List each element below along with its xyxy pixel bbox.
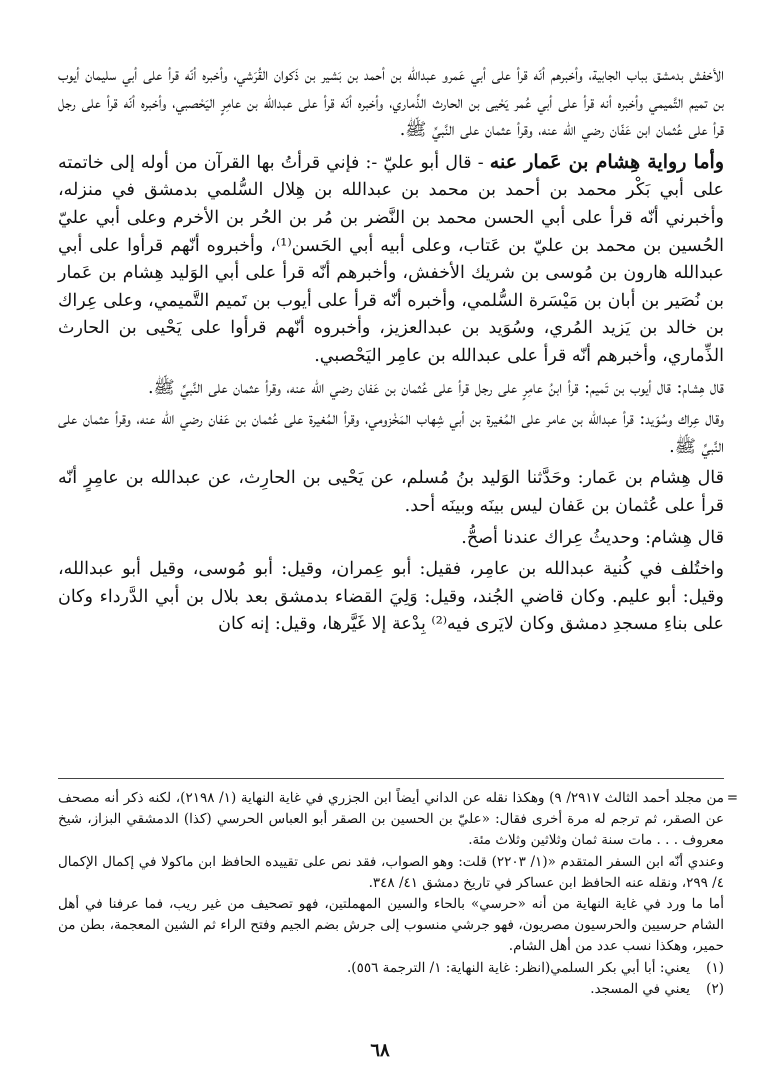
paragraph: قال هِشام: وحديثُ عِراك عندنا أصحُّ. (461, 527, 724, 548)
footnote-continuation: من مجلد أحمد الثالث ٢٩١٧/ ٩) وهكذا نقله عن الداني أيضاً ابن الجزري في غاية النهاية (١/ ٢١٩٨)، لكنه ذكر أنه مصحف عن الصقر، ثم ترجم له مرة أخرى فقال: «عليّ بن الحسين بن الصقر أبو العباس الحرسي (كذا) الدمشقي البزاز، شيخ معروف . . . مات سنة ثمان وثلاثين وثلاث مئة. (58, 790, 724, 849)
footnote-number: (٢) (706, 980, 724, 997)
section-heading: وأما رواية هِشام بن عَمار عنه (489, 150, 724, 173)
paragraph: قال هِشام بن عَمار: وحَدَّثنا الوَليد بنُ مُسلم، عن يَحْيى بن الحارِث، عن عبدالله بن عامِرٍ أنّه قرأ على عُثمان بن عَفان ليس بينَه وبينَه أحد. (58, 468, 724, 516)
paragraph (58, 149, 724, 371)
footnote-continuation: أما ما ورد في غاية النهاية من أنه «حرسي» بالحاء والسين المهملتين، فهو تصحيف من غير ريب، فما عرفنا في أهل الشام حرسيين والحرسيون مصريون، فهو جرشي منسوب إلى جرش بضم الجيم وفتح الراء ثم الشين المعجمة، بطن من حمير، وهكذا نسب عدد من أهل الشام. (58, 896, 724, 955)
footnote-text: يعني في المسجد. (590, 980, 690, 997)
paragraph: واختُلف في كُنية عبدالله بن عامِر، فقيل: أبو عِمران، وقيل: أبو مُوسى، وقيل أبو عبدالله، وقيل: أبو عليم. وكان قاضي الجُند، وقيل: وَلِيَ القضاء بدمشق بعد بلال بن أبي الدَّرداء وكان على بناءِ مسجدِ دمشق وكان لايَرى فيه⁽²⁾ بِدْعة إلا غَيَّرها، وقيل: إنه كان (58, 559, 724, 635)
paragraph: قال هِشام: قال أيوب بن تَميم: قرأ ابنُ عامِرٍ على رجل قرأ على عُثمان بن عَفان رضي الله عنه، وقرأ عثمان على النَّبيِّ ﷺ. (147, 377, 724, 398)
paragraph: الأخفش بدمشق بباب الجابية، وأخبرهم أنّه قرأ على أبي عَمرو عبدالله بن أحمد بن بَشير بن ذَكوان القُرَشي، وأخبره أنّه قرأ على أبي سليمان أيوب بن تميم التَّميمي وأخبره أنه قرأ على أبي عُمر يَحْيى بن الحارث الذِّماري، وأخبره أنّه قرأ على عبدالله بن عامِرٍ اليَحْصبي، وأخبره أنّه قرأ على رجل قرأ على عُثمان ابن عَفّان رضي الله عنه، وقرأ عثمان على النَّبيِّ ﷺ. (58, 65, 724, 141)
footnote-2 (58, 979, 724, 1000)
continuation-mark: = (726, 790, 738, 806)
page-number: ٦٨ (370, 1040, 390, 1061)
footnotes (58, 788, 738, 1000)
footnote-text: يعني: أبا أبي بكر السلمي(انظر: غاية النهاية: ١/ الترجمة ٥٥٦). (347, 959, 690, 976)
footnote-number: (١) (706, 959, 724, 976)
footnote-1 (58, 958, 724, 979)
paragraph-text: - قال أبو عليّ -: فإني قرأتُ بها القرآن من أوله إلى خاتمته على أبي بَكْر محمد بن أحمد بن محمد بن عبدالله بن هِلال السُّلمي بدمشق في منزله، وأخبرني أنّه قرأ على أبي الحسن محمد بن النَّضر بن مُر بن الحُر بن الأخرم وعلى أبي عليّ الحُسين بن محمد بن عليّ بن عَتاب، وعلى أبيه أبي الحَسن⁽¹⁾، وأخبروه أنّهم قرأوا على أبي عبدالله هارون بن مُوسى بن شريك الأخفش، وأخبرهم أنّه قرأ على أبي الوَليد هِشام بن عَمار بن نُصَير بن أبان بن مَيْسَرة السُّلمي، وأخبره أنّه قرأ على أيوب بن تَميم التَّميمي، وعلى عِراك بن خالد بن يَزيد المُري، وسُوَيد بن عبدالعزيز، وأخبروه أنّهم قرأوا على يَحْيى بن الحارث الذِّماري، وأخبرهم أنّه قرأ على عبدالله بن عامِر اليَحْصبي. (58, 152, 725, 366)
footnote-divider (58, 778, 724, 779)
main-text (58, 62, 724, 639)
footnote-continuation: وعندي أنّه ابن السفر المتقدم «(١/ ٢٢٠٣) قلت: وهو الصواب، فقد نص على تقييده الحافظ ابن ماكولا في إكمال الإكمال ٤/ ٢٩٩، ونقله عنه الحافظ ابن عساكر في تاريخ دمشق ٤١/ ٣٤٨. (58, 853, 725, 891)
paragraph: وقال عِراك وسُوَيد: قرأ عبدالله بن عامر على المُغيرة بن أبي شِهاب المَخْزومي، وقرأ المُغيرة على عُثمان بن عَفان رضي الله عنه، وقرأ عثمان على النَّبيِّ ﷺ. (58, 409, 724, 457)
